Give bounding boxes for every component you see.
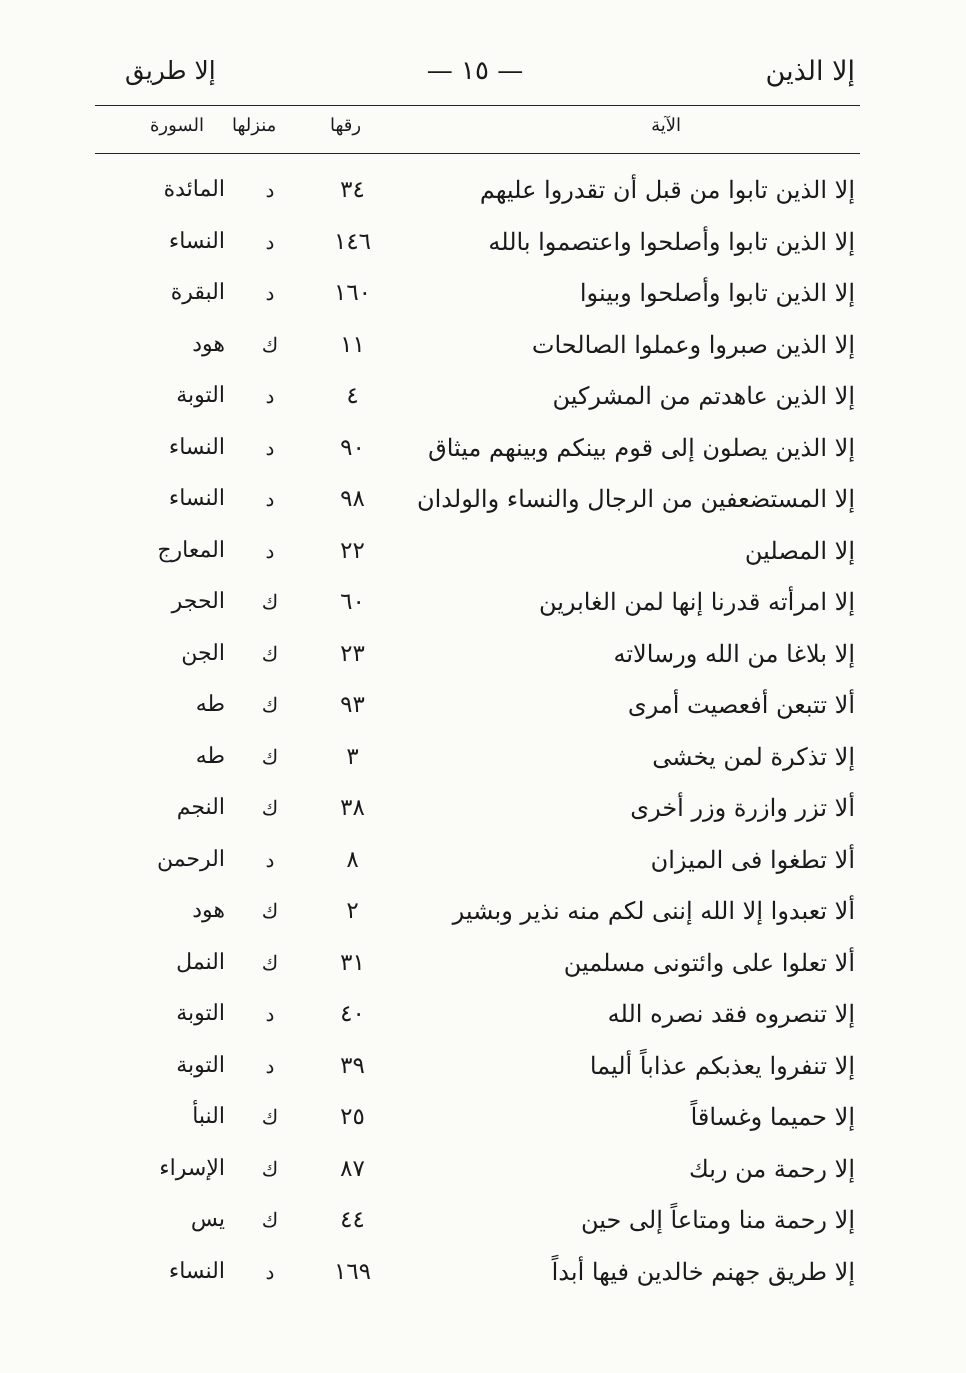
column-header-number: رقها [330, 115, 362, 136]
verse-text: إلا تذكرة لمن يخشى [652, 742, 855, 771]
verse-text: إلا رحمة من ربك [688, 1154, 855, 1183]
table-row [95, 369, 855, 421]
table-row [95, 575, 855, 627]
table-row [95, 627, 855, 679]
verse-number: ٨٧ [340, 1155, 365, 1182]
table-row [95, 472, 855, 524]
revelation-type: ك [261, 590, 279, 614]
sura-name: النبأ [192, 1104, 225, 1129]
revelation-type: د [265, 538, 275, 563]
verse-number: ٣٩ [340, 1052, 365, 1079]
verse-number: ٩٠ [340, 434, 365, 461]
verse-number: ٣١ [340, 949, 365, 976]
revelation-type: ك [261, 1156, 279, 1181]
verse-number: ٩٣ [340, 692, 365, 718]
verse-number: ٤٤ [340, 1207, 365, 1233]
verse-number: ١٦٩ [333, 1258, 372, 1285]
revelation-type: ك [261, 693, 279, 717]
header-last-entry: إلا طريق [125, 56, 216, 85]
table-row [95, 730, 855, 782]
sura-name: النساء [168, 434, 225, 460]
table-row [95, 266, 855, 318]
table-row [95, 936, 855, 988]
revelation-type: د [265, 1002, 275, 1026]
header-rule [95, 105, 860, 106]
table-row [95, 1142, 855, 1194]
sura-name: النساء [168, 1258, 225, 1284]
table-row [95, 318, 855, 370]
revelation-type: د [265, 178, 275, 202]
sura-name: هود [192, 331, 225, 357]
verse-number: ٣٨ [340, 795, 365, 821]
verse-number: ٢٣ [340, 640, 365, 667]
table-row [95, 215, 855, 267]
sura-name: الحجر [171, 589, 225, 614]
verse-text: إلا رحمة منا ومتاعاً إلى حين [580, 1206, 855, 1234]
revelation-type: ك [261, 1105, 279, 1129]
verse-text: إلا حميما وغساقاً [690, 1103, 855, 1131]
verse-text: ألا تزر وازرة وزر أخرى [630, 794, 855, 822]
verse-text: إلا امرأته قدرنا إنها لمن الغابرين [538, 588, 855, 616]
verse-number: ٣ [346, 743, 359, 770]
revelation-type: ك [261, 744, 279, 769]
verse-number: ١١ [340, 331, 365, 358]
revelation-type: ك [261, 796, 279, 820]
revelation-type: ك [261, 950, 279, 975]
sura-name: التوبة [176, 383, 225, 408]
verse-number: ٤٠ [340, 1001, 365, 1027]
running-header [95, 56, 855, 100]
table-row [95, 884, 855, 936]
verse-number: ٢ [346, 898, 359, 924]
table-row [95, 1193, 855, 1245]
table-row [95, 833, 855, 885]
sura-name: طه [195, 692, 225, 717]
verse-text: ألا تعلوا على وائتونى مسلمين [563, 948, 855, 977]
verse-text: إلا تنفروا يعذبكم عذاباً أليما [589, 1051, 855, 1080]
sura-name: النمل [176, 949, 225, 975]
verse-number: ١٦٠ [333, 280, 372, 306]
revelation-type: ك [261, 641, 279, 666]
verse-text: ألا تتبعن أفعصيت أمرى [627, 691, 855, 719]
page-number: — ١٥ — [426, 56, 524, 86]
verse-number: ٤ [346, 383, 359, 409]
revelation-type: ك [261, 332, 279, 357]
sura-name: المائدة [163, 177, 225, 202]
verse-text: إلا بلاغا من الله ورسالاته [613, 639, 855, 668]
table-row [95, 1245, 855, 1297]
verse-number: ٦٠ [340, 589, 365, 615]
revelation-type: د [265, 281, 275, 305]
table-row [95, 421, 855, 473]
sura-name: المعارج [157, 537, 225, 563]
revelation-type: ك [261, 899, 279, 923]
table-row [95, 1039, 855, 1091]
verse-text: إلا الذين تابوا وأصلحوا وبينوا [579, 279, 855, 307]
header-first-entry: إلا الذين [765, 56, 855, 87]
sura-name: البقرة [170, 280, 225, 305]
column-header-revelation: منزلها [232, 115, 277, 136]
sura-name: يس [190, 1207, 225, 1232]
verse-text: إلا الذين يصلون إلى قوم بينكم وبينهم ميثاق [428, 433, 855, 462]
verse-text: إلا الذين عاهدتم من المشركين [552, 382, 855, 410]
verse-text: إلا الذين تابوا من قبل أن تقدروا عليهم [479, 176, 855, 204]
sura-name: هود [192, 898, 225, 923]
verse-number: ٢٥ [340, 1104, 365, 1130]
table-row [95, 524, 855, 576]
verse-text: إلا طريق جهنم خالدين فيها أبداً [551, 1257, 855, 1286]
verse-text: إلا تنصروه فقد نصره الله [607, 1000, 855, 1028]
sura-name: النساء [168, 228, 225, 254]
table-row [95, 678, 855, 730]
table-row [95, 1090, 855, 1142]
verse-text: إلا الذين صبروا وعملوا الصالحات [531, 330, 855, 359]
verse-number: ٨ [346, 846, 359, 873]
verse-number: ٩٨ [340, 486, 365, 512]
column-header-sura: السورة [150, 115, 204, 136]
sura-name: الرحمن [156, 846, 225, 872]
verse-text: إلا الذين تابوا وأصلحوا واعتصموا بالله [488, 227, 855, 256]
index-table [95, 163, 855, 1296]
sura-name: طه [195, 743, 225, 769]
revelation-type: د [265, 229, 275, 254]
revelation-type: ك [261, 1208, 279, 1232]
sura-name: الجن [181, 640, 225, 666]
column-header-rule [95, 153, 860, 154]
revelation-type: د [265, 487, 275, 511]
sura-name: النساء [168, 486, 225, 511]
revelation-type: د [265, 1053, 275, 1078]
verse-text: إلا المصلين [744, 536, 855, 565]
revelation-type: د [265, 384, 275, 408]
verse-text: ألا تطغوا فى الميزان [650, 845, 855, 874]
column-header-verse: الآية [651, 115, 681, 136]
table-row [95, 781, 855, 833]
sura-name: النجم [176, 795, 225, 820]
revelation-type: د [265, 435, 275, 460]
verse-number: ٣٤ [340, 177, 365, 203]
sura-name: التوبة [176, 1052, 225, 1078]
table-row [95, 163, 855, 215]
verse-number: ١٤٦ [333, 228, 372, 255]
verse-text: إلا المستضعفين من الرجال والنساء والولدان [417, 485, 855, 513]
verse-text: ألا تعبدوا إلا الله إننى لكم منه نذير وبشير [452, 897, 855, 925]
verse-number: ٢٢ [340, 537, 365, 564]
sura-name: الإسراء [159, 1155, 225, 1181]
revelation-type: د [265, 1259, 275, 1284]
sura-name: التوبة [176, 1001, 225, 1026]
table-row [95, 987, 855, 1039]
revelation-type: د [265, 847, 275, 872]
